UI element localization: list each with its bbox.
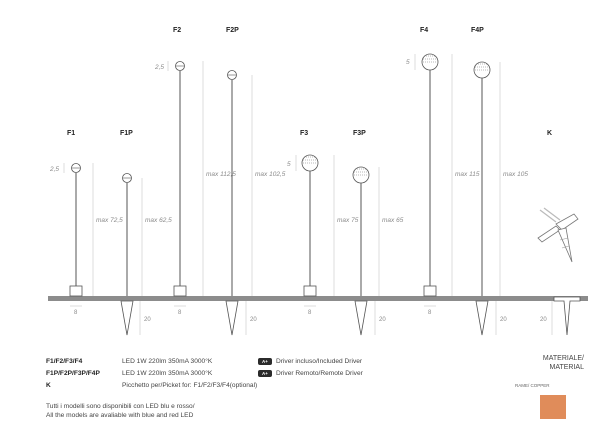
lamp-f1 <box>49 130 123 316</box>
height-dim-f2: max 112,5 <box>206 171 236 178</box>
spike-f3p <box>355 301 367 335</box>
legend-driver: Driver Remoto/Remote Driver <box>276 370 363 377</box>
material-swatch-label: RAME/ COPPER <box>515 383 550 388</box>
base-f3 <box>304 286 316 296</box>
note-line-2: All the models are avaliable with blue and red LED <box>46 412 194 419</box>
ground-line <box>48 296 588 301</box>
lamp-f4p <box>471 27 528 335</box>
spike-k <box>554 297 580 335</box>
code-f4p: F4P <box>471 27 484 34</box>
code-f4: F4 <box>420 27 429 34</box>
legend-desc: Picchetto per/Picket for: F1/F2/F3/F4(optional) <box>122 382 258 389</box>
code-f2: F2 <box>173 27 182 34</box>
legend-driver: Driver incluso/Included Driver <box>276 358 363 365</box>
code-f1: F1 <box>67 130 76 137</box>
copper-swatch <box>540 395 566 419</box>
spike-f2p <box>226 301 238 335</box>
spike-dim-f1p: 20 <box>144 317 151 323</box>
spike-dim-f4p: 20 <box>500 317 507 323</box>
spike-f4p <box>476 301 488 335</box>
height-dim-f3: max 75 <box>337 217 359 224</box>
code-f3p: F3P <box>353 130 366 137</box>
base-f4 <box>424 286 436 296</box>
code-f1p: F1P <box>120 130 133 137</box>
legend-codes: F1/F2/F3/F4 <box>46 358 83 365</box>
picket-k <box>538 130 580 335</box>
height-dim-f1p: max 62,5 <box>145 217 172 224</box>
picket-illustration <box>538 208 578 262</box>
lamp-f2 <box>154 27 236 316</box>
height-dim-f3p: max 65 <box>382 217 404 224</box>
legend-desc: LED 1W 220lm 350mA 3000°K <box>122 358 213 365</box>
spike-dim-k: 20 <box>540 317 547 323</box>
energy-badge: A+ <box>258 370 272 377</box>
legend-codes: K <box>46 382 51 389</box>
height-dim-f1: max 72,5 <box>96 217 123 224</box>
base-dim-f4: 8 <box>428 310 432 316</box>
base-dim-f1: 8 <box>74 310 78 316</box>
lamp-f3p <box>353 130 404 335</box>
material-title-1: MATERIALE/ <box>542 355 584 362</box>
spike-f1p <box>121 301 133 335</box>
lamp-f1p <box>120 130 172 335</box>
legend-codes: F1P/F2P/F3P/F4P <box>46 370 100 377</box>
base-f1 <box>70 286 82 296</box>
lamp-f2p <box>226 27 286 335</box>
code-f3: F3 <box>300 130 309 137</box>
height-dim-f2p: max 102,5 <box>255 171 286 178</box>
base-dim-f2: 8 <box>178 310 182 316</box>
lamp-f3 <box>287 130 359 316</box>
code-f2p: F2P <box>226 27 239 34</box>
spike-dim-f2p: 20 <box>250 317 257 323</box>
height-dim-f4p: max 105 <box>503 171 528 178</box>
head-dim-f1: 2,5 <box>50 166 60 173</box>
note-line-1: Tutti i modelli sono disponibili con LED blu e rosso/ <box>46 403 195 410</box>
material-title-2: MATERIAL <box>549 364 584 371</box>
spike-dim-f3p: 20 <box>379 317 386 323</box>
legend-desc: LED 1W 220lm 350mA 3000°K <box>122 370 213 377</box>
head-dim-f3: 5 <box>287 161 291 168</box>
head-dim-f2: 2,5 <box>155 64 165 71</box>
height-dim-f4: max 115 <box>455 171 480 178</box>
head-dim-f4: 5 <box>406 59 410 66</box>
energy-badge: A+ <box>258 358 272 365</box>
base-f2 <box>174 286 186 296</box>
lamp-f4 <box>406 27 480 316</box>
base-dim-f3: 8 <box>308 310 312 316</box>
code-k: K <box>547 130 553 137</box>
